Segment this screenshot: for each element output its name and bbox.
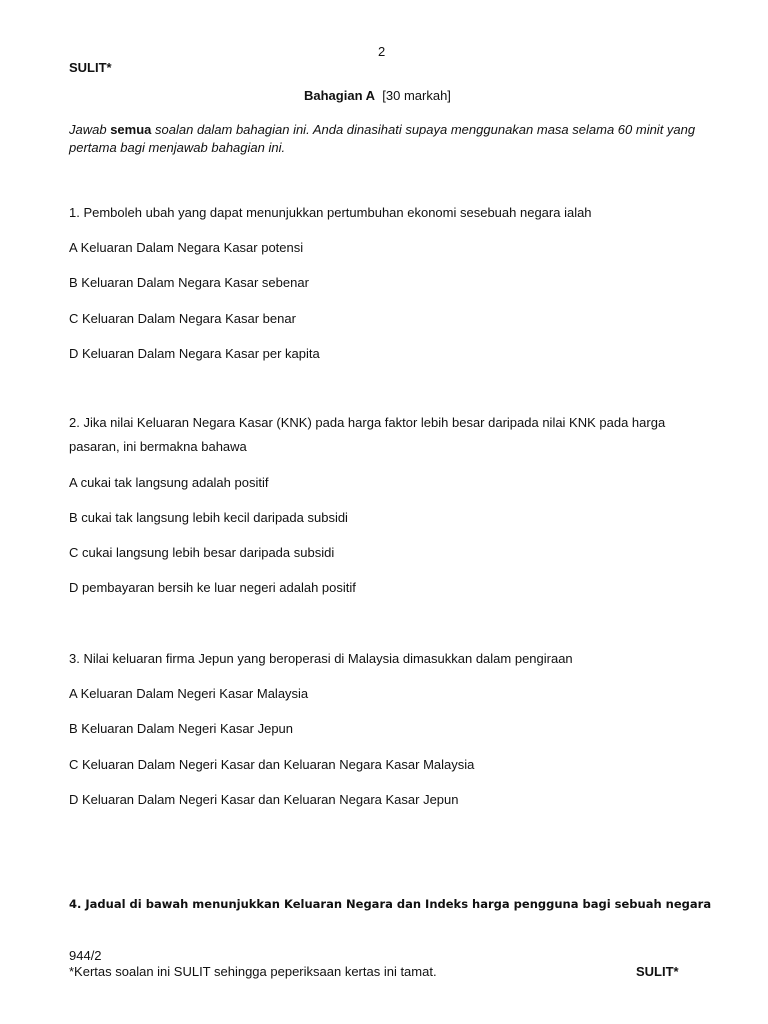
question-3-text: 3. Nilai keluaran firma Jepun yang beroperasi di Malaysia dimasukkan dalam pengiraan	[69, 651, 573, 666]
question-3-option-c: C Keluaran Dalam Negeri Kasar dan Keluaran Negara Kasar Malaysia	[69, 757, 475, 772]
section-title	[304, 88, 451, 103]
question-2-option-c: C cukai langsung lebih besar daripada subsidi	[69, 545, 335, 560]
instructions-emphasis: semua	[110, 122, 152, 137]
question-3-option-d: D Keluaran Dalam Negeri Kasar dan Keluaran Negara Kasar Jepun	[69, 792, 459, 807]
instructions	[69, 121, 709, 157]
paper-code: 944/2	[69, 948, 102, 963]
question-4-text: 4. Jadual di bawah menunjukkan Keluaran Negara dan Indeks harga pengguna bagi sebuah negara	[69, 897, 712, 911]
instructions-rest: soalan dalam bahagian ini. Anda dinasihati supaya menggunakan masa selama 60 minit yang pertama bagi menjawab bahagian ini.	[69, 122, 696, 155]
question-2-option-b: B cukai tak langsung lebih kecil daripada subsidi	[69, 510, 348, 525]
question-1-option-b: B Keluaran Dalam Negara Kasar sebenar	[69, 275, 309, 290]
question-2-text: 2. Jika nilai Keluaran Negara Kasar (KNK) pada harga faktor lebih besar daripada nilai KNK pada harga pasaran, ini bermakna bahawa	[69, 415, 666, 454]
question-1-text: 1. Pemboleh ubah yang dapat menunjukkan pertumbuhan ekonomi sesebuah negara ialah	[69, 205, 592, 220]
question-3-option-a: A Keluaran Dalam Negeri Kasar Malaysia	[69, 686, 309, 701]
question-3-option-b: B Keluaran Dalam Negeri Kasar Jepun	[69, 721, 294, 736]
question-2-option-a: A cukai tak langsung adalah positif	[69, 475, 269, 490]
page-number: 2	[378, 44, 386, 59]
instructions-prefix: Jawab	[69, 122, 111, 137]
question-1-option-d: D Keluaran Dalam Negara Kasar per kapita	[69, 346, 320, 361]
footer-note: *Kertas soalan ini SULIT sehingga peperiksaan kertas ini tamat.	[69, 964, 437, 979]
question-1-option-c: C Keluaran Dalam Negara Kasar benar	[69, 311, 296, 326]
section-name: Bahagian A	[304, 88, 376, 103]
classification-header: SULIT*	[69, 60, 112, 75]
classification-footer: SULIT*	[636, 964, 679, 979]
question-2-option-d: D pembayaran bersih ke luar negeri adalah positif	[69, 580, 356, 595]
question-1-option-a: A Keluaran Dalam Negara Kasar potensi	[69, 240, 304, 255]
section-marks: [30 markah]	[382, 88, 451, 103]
